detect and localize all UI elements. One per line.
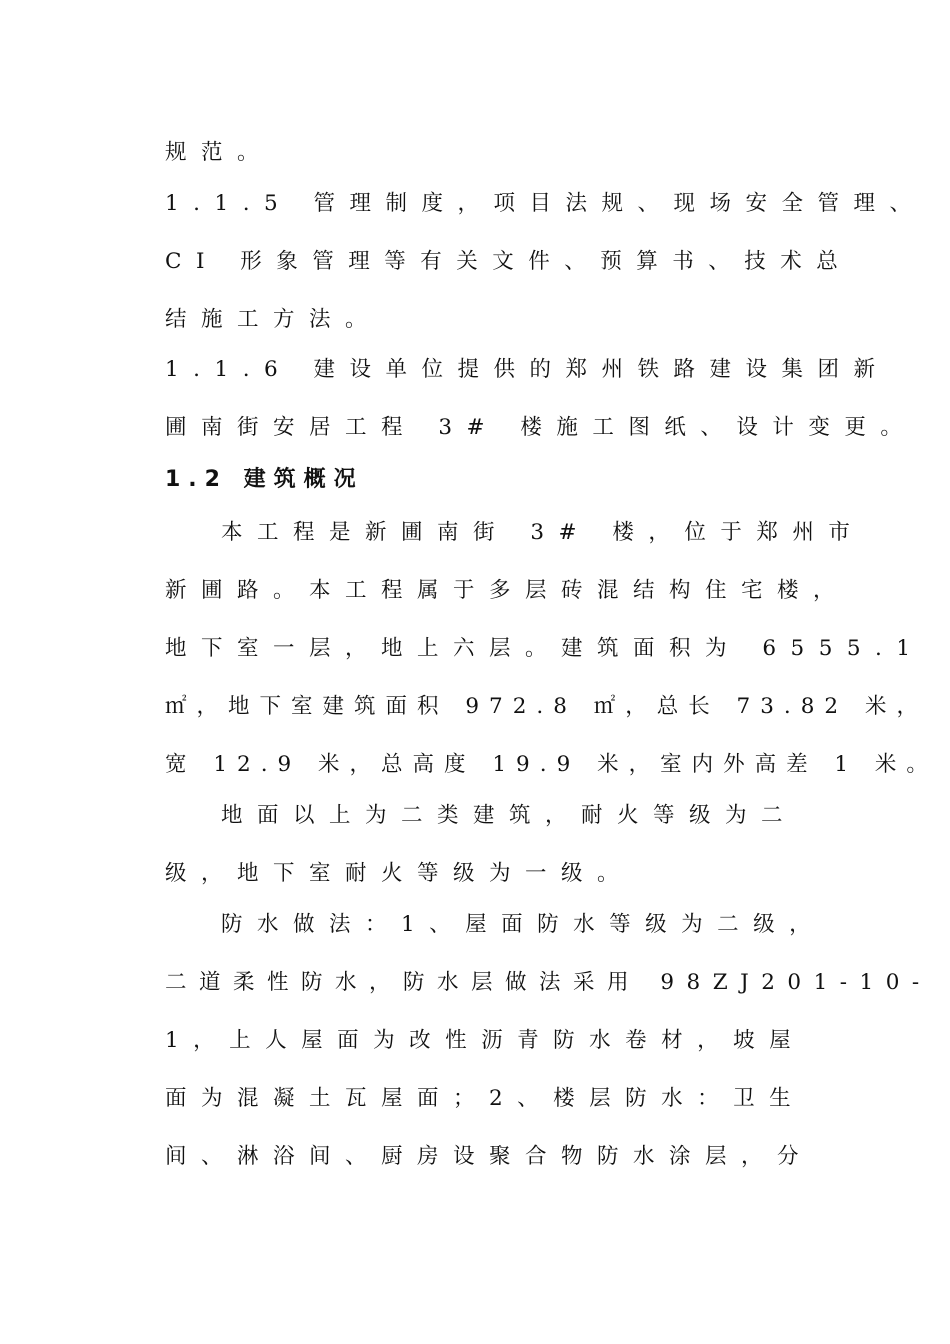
paragraph-line: 级，地下室耐火等级为一级。 bbox=[165, 861, 634, 886]
paragraph-line: 防水做法：1、屋面防水等级为二级， bbox=[221, 912, 826, 937]
text-line: 1.1.6 建设单位提供的郑州铁路建设集团新 bbox=[165, 357, 890, 382]
paragraph-line: 新圃路。本工程属于多层砖混结构住宅楼， bbox=[165, 578, 850, 603]
paragraph-line: 二道柔性防水，防水层做法采用 98ZJ201-10- bbox=[165, 970, 932, 995]
section-heading: 1.2 建筑概况 bbox=[165, 467, 364, 492]
paragraph-line: 面为混凝土瓦屋面；2、楼层防水：卫生 bbox=[165, 1086, 806, 1111]
text-line: CI 形象管理等有关文件、预算书、技术总 bbox=[165, 249, 853, 274]
paragraph-line: 间、淋浴间、厨房设聚合物防水涂层，分 bbox=[165, 1144, 814, 1169]
text-line: 圃南街安居工程 3# 楼施工图纸、设计变更。 bbox=[165, 415, 917, 440]
text-line: 结施工方法。 bbox=[165, 307, 382, 332]
paragraph-line: 1，上人屋面为改性沥青防水卷材，坡屋 bbox=[165, 1028, 806, 1053]
paragraph-line: 宽 12.9 米，总高度 19.9 米，室内外高差 1 米。 bbox=[165, 752, 938, 777]
paragraph-line: 地下室一层，地上六层。建筑面积为 6555.1 bbox=[165, 636, 925, 661]
paragraph-line: 本工程是新圃南街 3# 楼，位于郑州市 bbox=[221, 520, 865, 545]
paragraph-line: ㎡，地下室建筑面积 972.8 ㎡，总长 73.82 米， bbox=[165, 694, 928, 719]
text-line: 1.1.5 管理制度，项目法规、现场安全管理、 bbox=[165, 191, 926, 216]
text-line: 规范。 bbox=[165, 140, 274, 165]
paragraph-line: 地面以上为二类建筑，耐火等级为二 bbox=[221, 803, 798, 828]
